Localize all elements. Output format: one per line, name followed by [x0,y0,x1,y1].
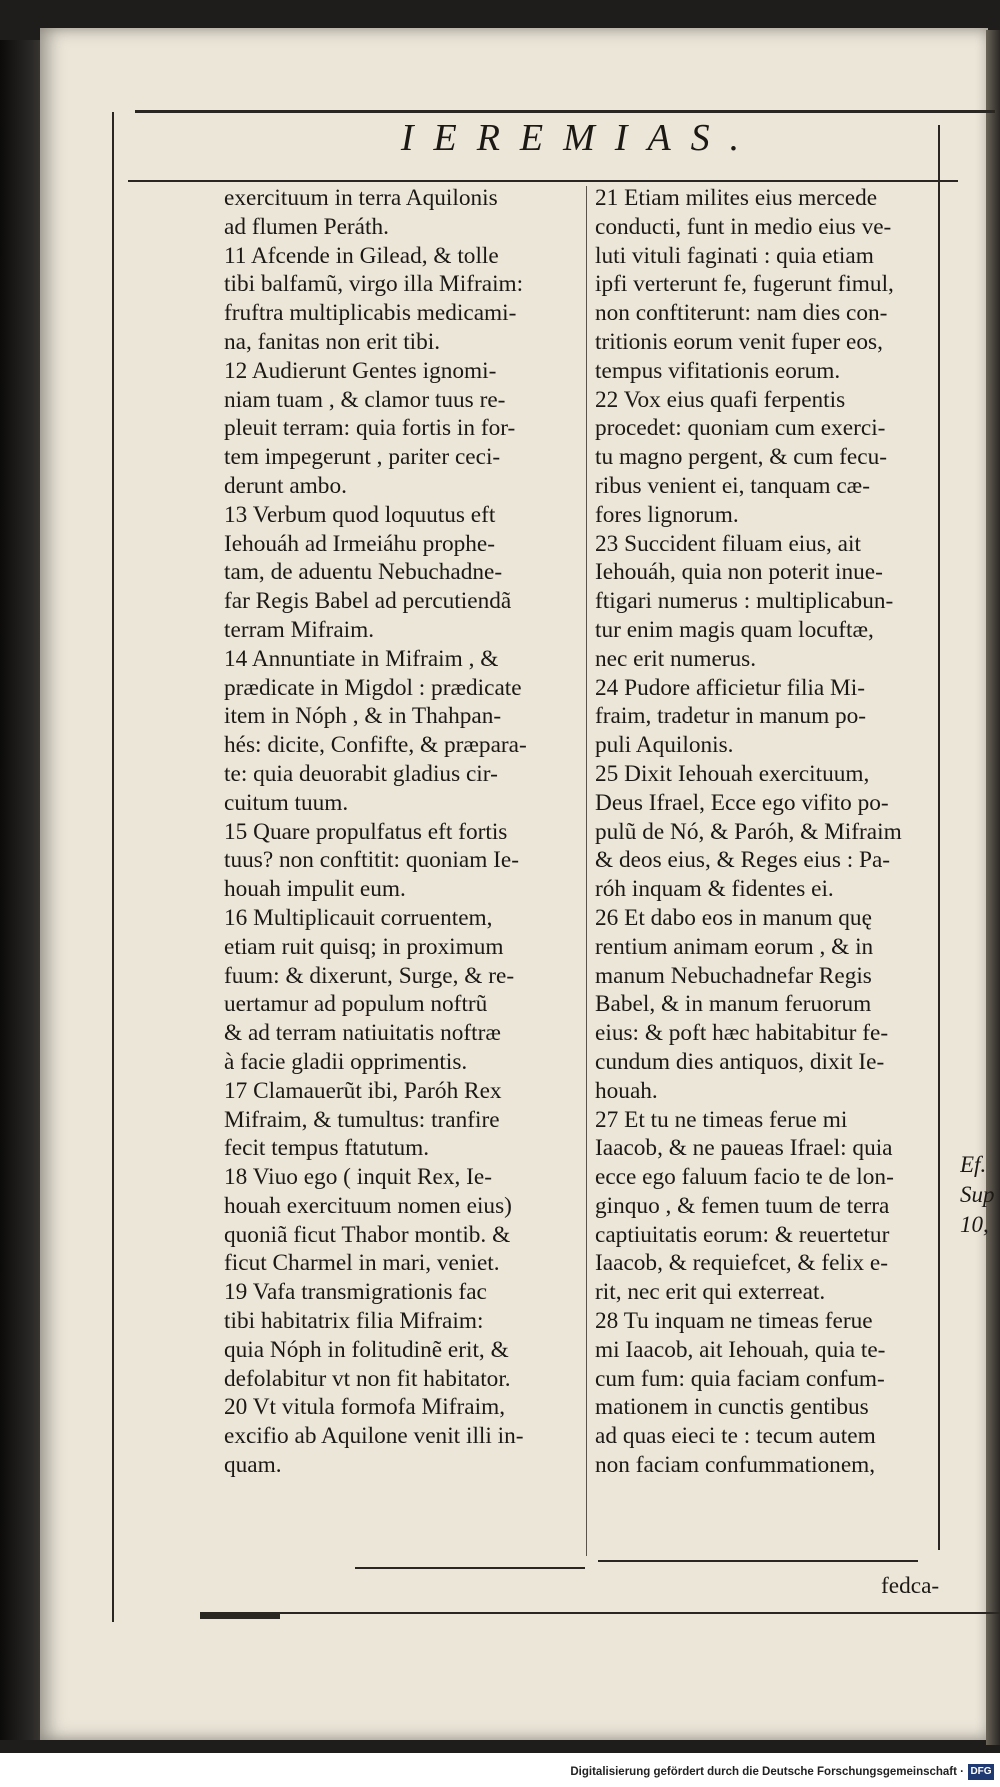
text-line: 16 Multiplicauit corruentem, [224,904,493,931]
text-line: ad flumen Peráth. [224,213,389,240]
text-line: 21 Etiam milites eius mercede [595,185,878,211]
text-line: róh inquam & fidentes ei. [595,876,834,903]
text-line: terram Mifraim. [224,616,375,643]
text-line: 23 Succident filuam eius, ait [595,530,861,557]
foot-rule [200,1612,1000,1614]
text-line: derunt ambo. [224,472,347,499]
text-line: non conftiterunt: nam dies con- [595,300,888,327]
text-line: luti vituli faginati : quia etiam [595,242,874,269]
text-line: 14 Annuntiate in Mifraim , & [224,645,499,672]
text-line: manum Nebuchadnefar Regis [595,962,872,989]
text-line: puli Aquilonis. [595,732,734,759]
text-line: na, fanitas non erit tibi. [224,328,441,355]
text-line: Iaacob, & ne paueas Ifrael: quia [595,1135,893,1162]
text-line: pulũ de Nó, & Paróh, & Mifraim [595,818,902,845]
text-line: cum fum: quia faciam confum- [595,1365,885,1392]
text-line: tem impegerunt , pariter ceci- [224,444,501,471]
foot-rule-dash [200,1614,280,1619]
margin-note-line: Ef. [960,1152,987,1177]
text-line: exercituum in terra Aquilonis [224,185,498,211]
text-line: ad quas eieci te : tecum autem [595,1423,876,1450]
text-line: captiuitatis eorum: & reuertetur [595,1221,890,1248]
catchword: fedca- [881,1573,940,1599]
text-line: mi Iaacob, ait Iehouah, quia te- [595,1336,886,1363]
text-line: uertamur ad populum noftrũ [224,991,488,1018]
text-line: 26 Et dabo eos in manum quę [595,904,872,931]
text-line: 22 Vox eius quafi ferpentis [595,386,846,413]
text-line: houah exercituum nomen eius) [224,1192,512,1219]
text-line: 17 Clamauerũt ibi, Paróh Rex [224,1077,502,1104]
text-line: ribus venient ei, tanquam cæ- [595,472,870,499]
text-line: 24 Pudore afficietur filia Mi- [595,674,865,701]
text-line: fuum: & dixerunt, Surge, & re- [224,962,515,989]
text-line: tur enim magis quam locuftæ, [595,616,874,643]
text-line: houah. [595,1077,658,1104]
text-line: tu magno pergent, & cum fecu- [595,444,887,471]
text-line: tritionis eorum venit fuper eos, [595,328,883,355]
facing-page-edge [986,30,1000,1745]
text-line: pleuit terram: quia fortis in for- [224,415,516,442]
text-line: 13 Verbum quod loquutus eft [224,501,496,528]
digitization-credit: Digitalisierung gefördert durch die Deutsche Forschungsgemeinschaft · [570,1766,964,1778]
text-line: à facie gladii opprimentis. [224,1048,468,1075]
text-line: ftigari numerus : multiplicabun- [595,588,894,615]
text-line: rentium animam eorum , & in [595,933,874,960]
book-binding-shadow [0,40,44,1740]
text-line: cuitum tuum. [224,789,349,816]
text-line: 20 Vt vitula formofa Mifraim, [224,1394,506,1421]
left-border-rule [112,112,114,1622]
text-line: 12 Audierunt Gentes ignomi- [224,357,497,384]
text-line: tibi habitatrix filia Mifraim: [224,1308,484,1335]
text-line: 15 Quare propulfatus eft fortis [224,818,508,845]
text-line: tam, de aduentu Nebuchadne- [224,559,503,586]
text-line: quia Nóph in folitudinẽ erit, & [224,1336,509,1363]
header-rule [128,180,958,182]
text-line: niam tuam , & clamor tuus re- [224,386,506,413]
text-line: defolabitur vt non fit habitator. [224,1365,511,1392]
running-title: IEREMIAS. [400,117,760,159]
text-line: non faciam confummationem, [595,1452,876,1479]
text-line: quoniã ficut Thabor montib. & [224,1221,511,1248]
text-line: item in Nóph , & in Thahpan- [224,703,502,730]
text-line: fecit tempus ftatutum. [224,1135,430,1162]
text-line: 18 Viuo ego ( inquit Rex, Ie- [224,1164,492,1191]
text-line: eius: & poft hæc habitabitur fe- [595,1020,889,1047]
text-line: 11 Afcende in Gilead, & tolle [224,242,499,269]
text-line: cundum dies antiquos, dixit Ie- [595,1048,885,1075]
text-line: procedet: quoniam cum exerci- [595,415,886,442]
text-line: ficut Charmel in mari, veniet. [224,1250,500,1277]
text-column-right [595,184,955,1480]
text-line: far Regis Babel ad percutiendã [224,588,512,615]
text-line: fores lignorum. [595,501,739,528]
text-line: te: quia deuorabit gladius cir- [224,760,498,787]
text-line: rit, nec erit qui exterreat. [595,1279,826,1306]
right-column-end-rule [598,1560,918,1562]
text-line: ecce ego faluum facio te de lon- [595,1164,894,1191]
text-line: & deos eius, & Reges eius : Pa- [595,847,891,874]
text-line: Deus Ifrael, Ecce ego vifito po- [595,789,889,816]
text-line: 25 Dixit Iehouah exercituum, [595,760,870,787]
text-line: Iehouáh, quia non poterit inue- [595,559,883,586]
left-column-end-rule [355,1567,585,1569]
text-line: ipfi verterunt fe, fugerunt fimul, [595,271,894,298]
text-line: hés: dicite, Confifte, & præpara- [224,732,527,759]
text-line: etiam ruit quisq; in proximum [224,933,504,960]
text-column-left [224,184,584,1480]
text-line: Iehouáh ad Irmeiáhu prophe- [224,530,496,557]
text-line: 19 Vafa transmigrationis fac [224,1279,487,1306]
text-line: fruftra multiplicabis medicami- [224,300,517,327]
text-line: Iaacob, & requiefcet, & felix e- [595,1250,888,1277]
text-line: tuus? non conftitit: quoniam Ie- [224,847,520,874]
text-line: 28 Tu inquam ne timeas ferue [595,1308,873,1335]
text-line: fraim, tradetur in manum po- [595,703,867,730]
text-line: ginquo , & femen tuum de terra [595,1192,890,1219]
text-line: 27 Et tu ne timeas ferue mi [595,1106,848,1133]
text-line: & ad terram natiuitatis noftræ [224,1020,501,1047]
text-line: nec erit numerus. [595,645,757,672]
text-line: conducti, funt in medio eius ve- [595,213,892,240]
column-gutter-rule [586,186,587,1556]
dfg-logo: DFG [968,1764,994,1780]
text-line: tibi balfamũ, virgo illa Mifraim: [224,271,524,298]
text-line: Mifraim, & tumultus: tranfire [224,1106,500,1133]
margin-note [960,1150,1000,1240]
text-line: houah impulit eum. [224,876,406,903]
text-line: Babel, & in manum feruorum [595,991,872,1018]
text-line: excifio ab Aquilone venit illi in- [224,1423,524,1450]
text-line: tempus vifitationis eorum. [595,357,841,384]
text-line: quam. [224,1452,282,1479]
text-line: prædicate in Migdol : prædicate [224,674,522,701]
margin-note-line: Sup [960,1182,995,1207]
margin-note-line: 10, [960,1212,989,1237]
text-line: mationem in cunctis gentibus [595,1394,869,1421]
